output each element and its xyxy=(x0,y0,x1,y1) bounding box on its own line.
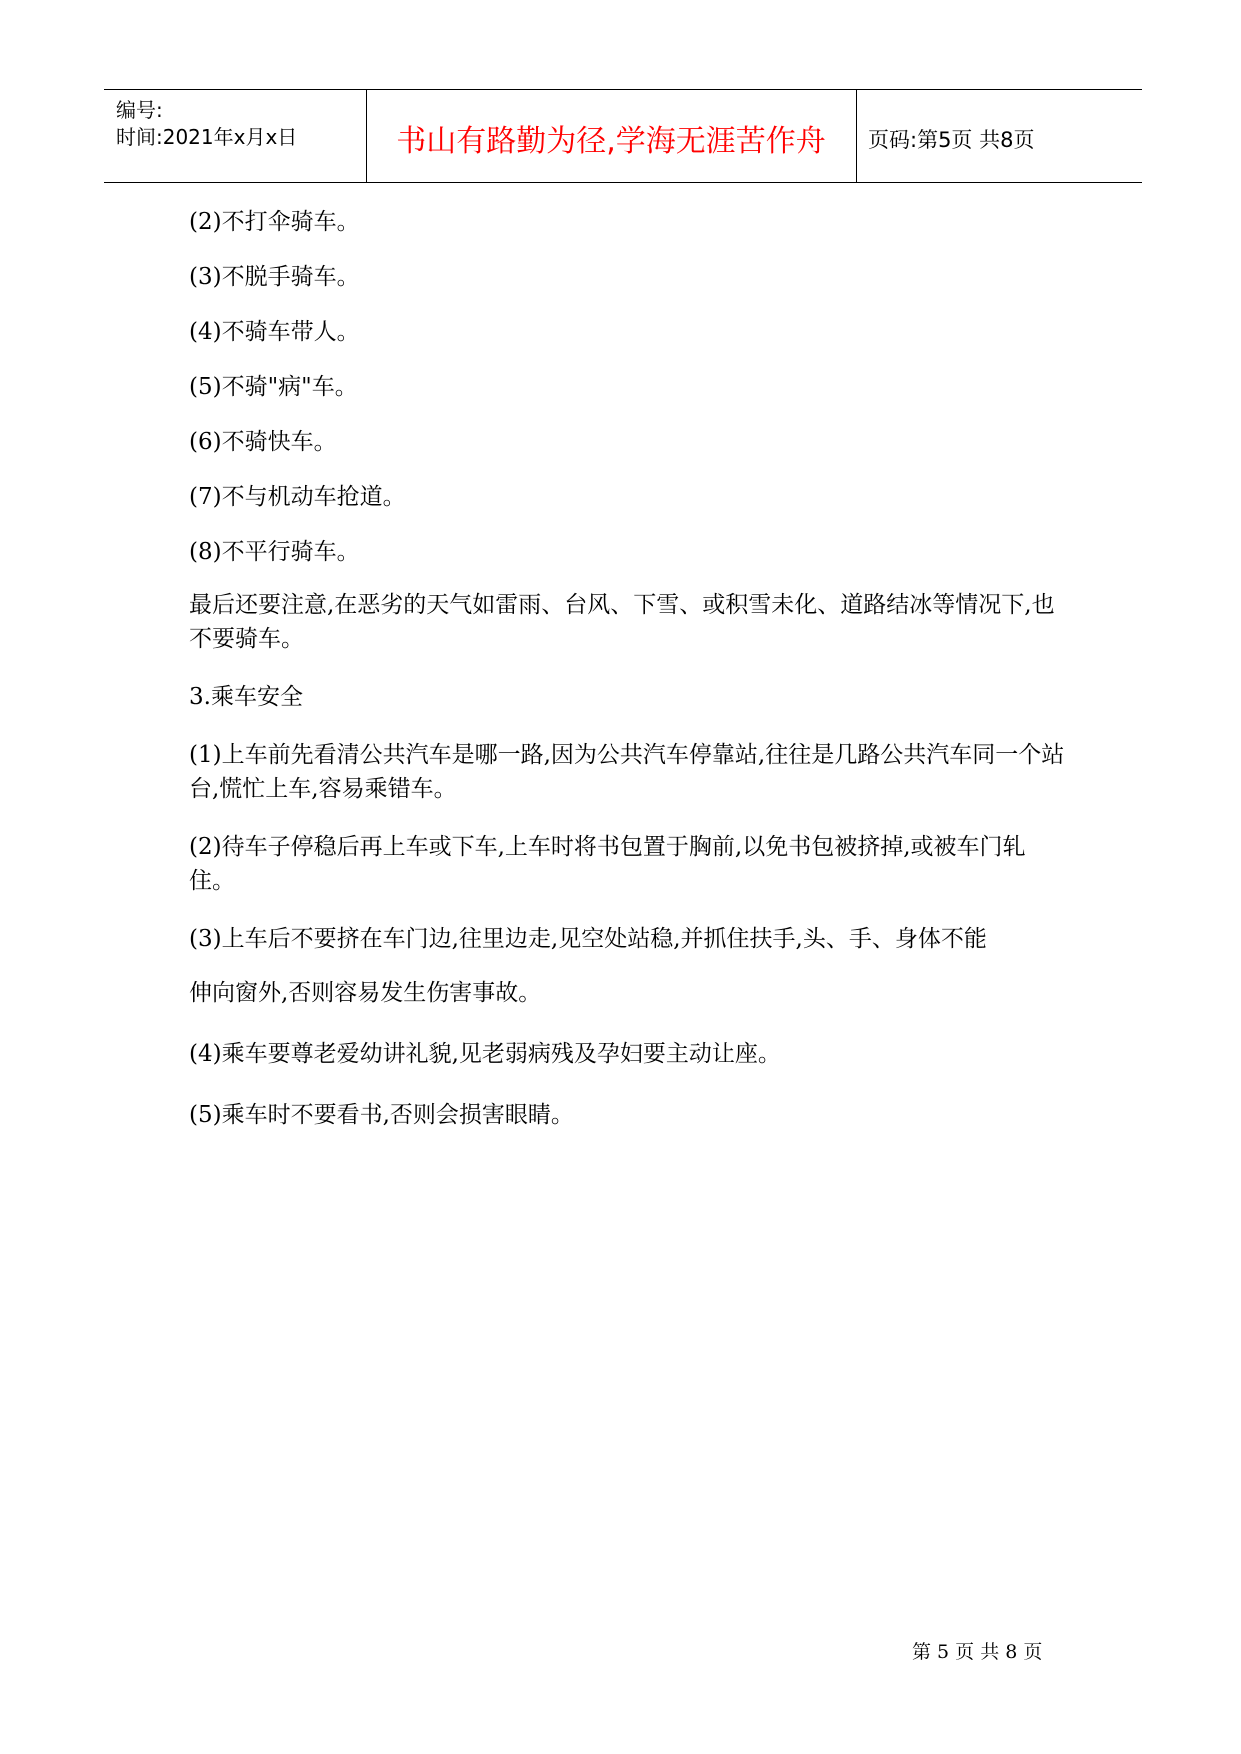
rule-item: (5)乘车时不要看书,否则会损害眼睛。 xyxy=(189,1102,574,1128)
page-header xyxy=(104,89,1142,183)
weather-note: 最后还要注意,在恶劣的天气如雷雨、台风、下雪、或积雪未化、道路结冰等情况下,也不要骑车。 xyxy=(189,592,1055,652)
section-heading: 3.乘车安全 xyxy=(189,684,303,710)
header-left-cell xyxy=(104,90,367,182)
document-number-label: 编号: xyxy=(116,98,163,122)
header-motto-cell xyxy=(366,90,857,182)
rule-item: (4)不骑车带人。 xyxy=(189,319,360,345)
rule-item: (3)上车后不要挤在车门边,往里边走,见空处站稳,并抓住扶手,头、手、身体不能 xyxy=(189,926,987,952)
rule-item: (6)不骑快车。 xyxy=(189,429,337,455)
page-footer: 第 5 页 共 8 页 xyxy=(912,1641,1043,1663)
rule-item: (8)不平行骑车。 xyxy=(189,539,360,565)
rule-item: (7)不与机动车抢道。 xyxy=(189,484,406,510)
rule-item: (2)不打伞骑车。 xyxy=(189,209,360,235)
header-page-cell xyxy=(856,90,1142,182)
rule-item-continued: 伸向窗外,否则容易发生伤害事故。 xyxy=(189,980,542,1006)
rule-item: (3)不脱手骑车。 xyxy=(189,264,360,290)
header-motto: 书山有路勤为径,学海无涯苦作舟 xyxy=(396,124,826,159)
rule-item: (4)乘车要尊老爱幼讲礼貌,见老弱病残及孕妇要主动让座。 xyxy=(189,1041,781,1067)
rule-item: (2)待车子停稳后再上车或下车,上车时将书包置于胸前,以免书包被挤掉,或被车门轧住。 xyxy=(189,834,1026,894)
rule-item: (1)上车前先看清公共汽车是哪一路,因为公共汽车停靠站,往往是几路公共汽车同一个站台,慌忙上车,容易乘错车。 xyxy=(189,742,1065,802)
document-body xyxy=(189,205,1069,1132)
rule-item: (5)不骑"病"车。 xyxy=(189,374,358,400)
header-page-number: 页码:第5页 共8页 xyxy=(868,128,1035,152)
document-time: 时间:2021年x月x日 xyxy=(116,125,298,149)
